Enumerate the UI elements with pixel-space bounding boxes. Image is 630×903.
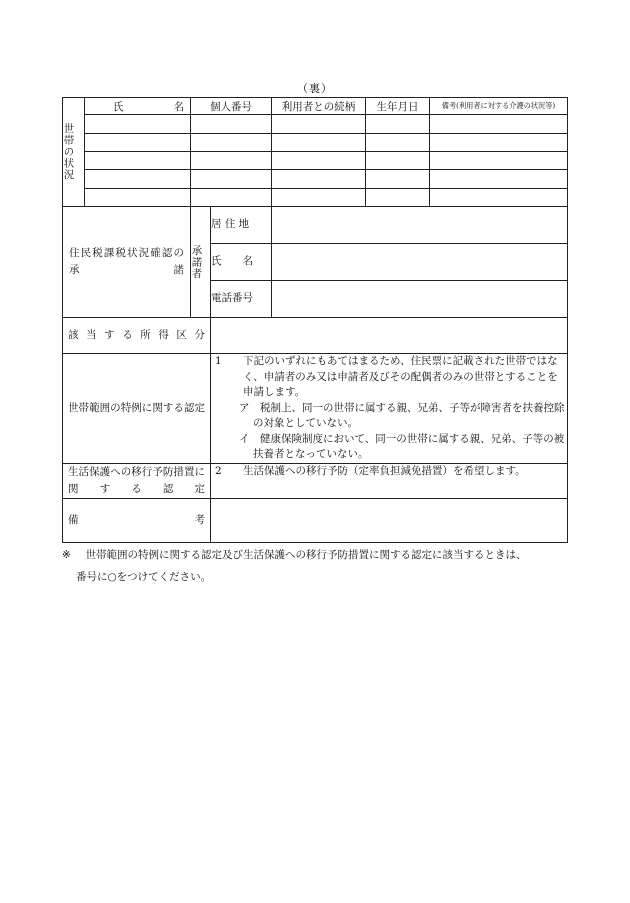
household-row xyxy=(63,133,568,151)
household-relationship-input[interactable] xyxy=(272,115,366,133)
welfare-item-number[interactable]: 2 xyxy=(215,464,222,477)
household-name-input[interactable] xyxy=(85,133,191,151)
income-label: 該当する所得区分 xyxy=(63,318,211,354)
footnote-mark: ※ xyxy=(62,549,71,561)
household-name-input[interactable] xyxy=(85,151,191,169)
special-household-item-i: イ 健康保険制度において、同一の世帯に属する親、兄弟、子等の被扶養者となっていない。 xyxy=(239,432,565,460)
household-remarks-input[interactable] xyxy=(430,188,568,206)
household-row xyxy=(63,115,568,133)
household-relationship-input[interactable] xyxy=(272,151,366,169)
household-remarks-input[interactable] xyxy=(430,170,568,188)
welfare-content xyxy=(211,463,568,498)
household-remarks-input[interactable] xyxy=(430,151,568,169)
consent-label: 住民税課税状況確認の承諾 xyxy=(63,207,191,318)
remarks-label: 備 考 xyxy=(63,498,211,542)
household-row xyxy=(63,151,568,169)
consenter-name-input[interactable] xyxy=(272,244,568,281)
household-relationship-input[interactable] xyxy=(272,170,366,188)
household-birthdate-input[interactable] xyxy=(366,115,430,133)
household-birthdate-input[interactable] xyxy=(366,188,430,206)
household-birthdate-input[interactable] xyxy=(366,151,430,169)
page-title: （裏） xyxy=(297,82,333,95)
header-remarks: 備考(利用者に対する介護の状況等) xyxy=(430,98,568,115)
household-section-label: 世帯の状況 xyxy=(63,98,85,207)
consenter-label: 承諾者 xyxy=(191,207,211,318)
remarks-input[interactable] xyxy=(211,498,568,542)
household-name-input[interactable] xyxy=(85,115,191,133)
address-label: 居 住 地 xyxy=(211,207,272,244)
special-household-label: 世帯範囲の特例に関する認定 xyxy=(63,354,211,464)
household-name-input[interactable] xyxy=(85,170,191,188)
special-household-text: 下記のいずれにもあてはまるため、住民票に記載された世帯ではなく、申請者のみ又は申請者及びその配偶者のみの世帯とすることを申請します。 xyxy=(243,355,558,398)
household-relationship-input[interactable] xyxy=(272,133,366,151)
household-row xyxy=(63,170,568,188)
consenter-name-label: 氏 名 xyxy=(211,244,272,281)
household-birthdate-input[interactable] xyxy=(366,133,430,151)
special-household-content xyxy=(211,354,568,464)
household-my-number-input[interactable] xyxy=(191,151,272,169)
application-form-table xyxy=(62,97,568,543)
household-my-number-input[interactable] xyxy=(191,133,272,151)
household-remarks-input[interactable] xyxy=(430,133,568,151)
household-remarks-input[interactable] xyxy=(430,115,568,133)
household-my-number-input[interactable] xyxy=(191,170,272,188)
footnote xyxy=(62,544,582,588)
welfare-label: 生活保護への移行予防措置に関する認定 xyxy=(63,463,211,498)
household-birthdate-input[interactable] xyxy=(366,170,430,188)
phone-label: 電話番号 xyxy=(211,281,272,318)
welfare-text: 生活保護への移行予防（定率負担減免措置）を希望します。 xyxy=(243,464,526,477)
household-row xyxy=(63,188,568,206)
income-input[interactable] xyxy=(211,318,568,354)
special-household-item-a: ア 税制上、同一の世帯に属する親、兄弟、子等が障害者を扶養控除の対象としていない。 xyxy=(239,401,565,429)
address-input[interactable] xyxy=(272,207,568,244)
household-relationship-input[interactable] xyxy=(272,188,366,206)
special-household-item-number[interactable]: 1 xyxy=(215,355,222,367)
household-my-number-input[interactable] xyxy=(191,115,272,133)
footnote-line2: 番号に○をつけてください。 xyxy=(76,571,212,583)
header-name: 氏 名 xyxy=(85,98,191,115)
footnote-line1: 世帯範囲の特例に関する認定及び生活保護への移行予防措置に関する認定に該当するときは、 xyxy=(85,549,527,561)
header-relationship: 利用者との続柄 xyxy=(272,98,366,115)
header-birthdate: 生年月日 xyxy=(366,98,430,115)
household-my-number-input[interactable] xyxy=(191,188,272,206)
header-my-number: 個人番号 xyxy=(191,98,272,115)
phone-input[interactable] xyxy=(272,281,568,318)
household-name-input[interactable] xyxy=(85,188,191,206)
